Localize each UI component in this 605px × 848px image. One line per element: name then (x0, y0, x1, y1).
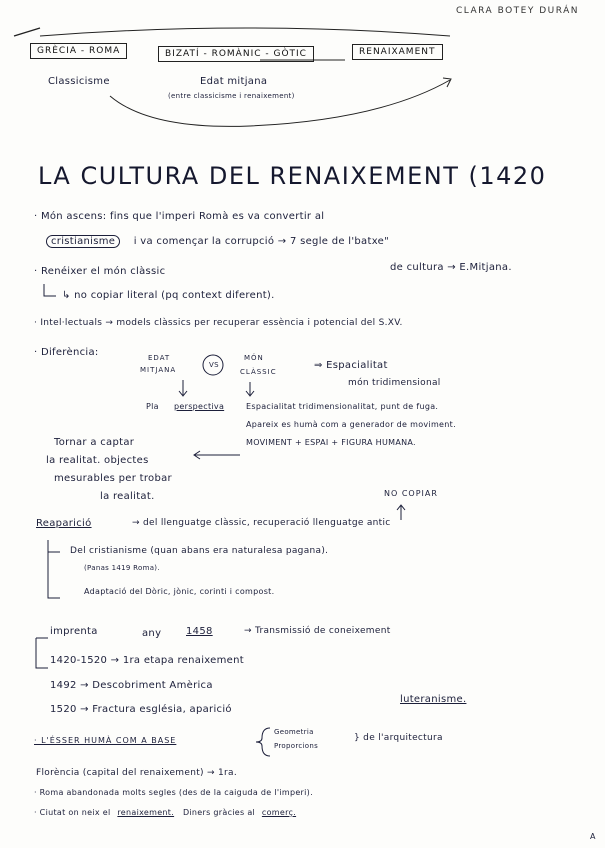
note-line: Reaparició (36, 518, 92, 529)
circled-word: cristianisme (46, 235, 120, 248)
note-line: 1420-1520 → 1ra etapa renaixement (50, 655, 244, 666)
note-line: · Ciutat on neix el (34, 808, 111, 817)
note-line: perspectiva (174, 402, 225, 411)
timeline-label-classicism: Classicisme (48, 76, 110, 87)
note-line: any (142, 628, 162, 639)
note-line: (Panas 1419 Roma). (84, 564, 160, 572)
note-line: Del cristianisme (quan abans era naturalesa pagana). (70, 546, 329, 556)
note-line: Tornar a captar (54, 437, 135, 448)
note-line: → Transmissió de coneixement (244, 626, 391, 636)
note-line: renaixement. (117, 808, 175, 817)
note-line: MITJANA (140, 366, 177, 374)
vs-label: VS (209, 361, 219, 369)
note-line: Espacialitat tridimensionalitat, punt de fuga. (246, 402, 439, 411)
note-line: Proporcions (274, 742, 319, 750)
note-line: de cultura → E.Mitjana. (390, 262, 512, 273)
note-line: luteranisme. (400, 694, 467, 705)
note-line: imprenta (50, 626, 98, 637)
note-line: · Roma abandonada molts segles (des de la caiguda de l'imperi). (34, 788, 313, 797)
note-line: → del llenguatge clàssic, recuperació llenguatge antic (132, 518, 391, 528)
note-line: · Món ascens: fins que l'imperi Romà es va convertir al (34, 211, 325, 222)
note-line: comerç. (261, 808, 297, 817)
note-line: Pla (146, 402, 159, 411)
note-line: MÓN (244, 354, 264, 362)
note-line: ⇒ Espacialitat (314, 360, 388, 371)
note-line: 1458 (186, 626, 213, 637)
note-line: 1492 → Descobriment Amèrica (50, 680, 213, 691)
page-title: LA CULTURA DEL RENAIXEMENT (1420 (38, 162, 547, 190)
timeline-label-middle-ages: Edat mitjana (200, 76, 268, 87)
note-line: Geometria (274, 728, 314, 736)
timeline-label-middle-ages-note: (entre classicisme i renaixement) (168, 92, 295, 100)
note-line: · Diferència: (34, 347, 99, 358)
note-line: la realitat. (100, 491, 155, 502)
note-line: CLÀSSIC (240, 368, 277, 376)
note-line: EDAT (148, 354, 171, 362)
note-line: Adaptació del Dòric, jònic, corinti i compost. (84, 587, 275, 596)
timeline-box-middle-ages: BIZATÍ - ROMÀNIC - GÒTIC (158, 46, 314, 62)
note-line: NO COPIAR (384, 489, 438, 498)
note-line: } de l'arquitectura (354, 733, 443, 743)
note-line: · L'ÉSSER HUMÀ COM A BASE (34, 736, 177, 745)
note-line: Florència (capital del renaixement) → 1ra. (36, 768, 238, 778)
note-line-group (46, 236, 389, 247)
note-line-group (34, 808, 296, 817)
timeline-box-classical: GRÈCIA - ROMA (30, 43, 127, 59)
note-line: ↳ no copiar literal (pq context diferent). (62, 290, 275, 301)
note-line: i va començar la corrupció → 7 segle de l'batxe" (133, 236, 389, 247)
note-line: món tridimensional (348, 378, 441, 388)
note-line: MOVIMENT + ESPAI + FIGURA HUMANA. (246, 438, 416, 447)
note-line: · Renéixer el món clàssic (34, 266, 166, 277)
note-line: 1520 → Fractura església, aparició (50, 704, 232, 715)
note-line: mesurables per trobar (54, 473, 172, 484)
note-line: Diners gràcies al (182, 808, 256, 817)
page-number: A (590, 832, 596, 841)
note-line: Apareix es humà com a generador de moviment. (246, 420, 456, 429)
author-name: CLARA BOTEY DURÁN (456, 6, 580, 16)
note-line: · Intel·lectuals → models clàssics per recuperar essència i potencial del S.XV. (34, 318, 403, 328)
note-line: la realitat. objectes (46, 455, 149, 466)
timeline-box-renaissance: RENAIXAMENT (352, 44, 443, 60)
